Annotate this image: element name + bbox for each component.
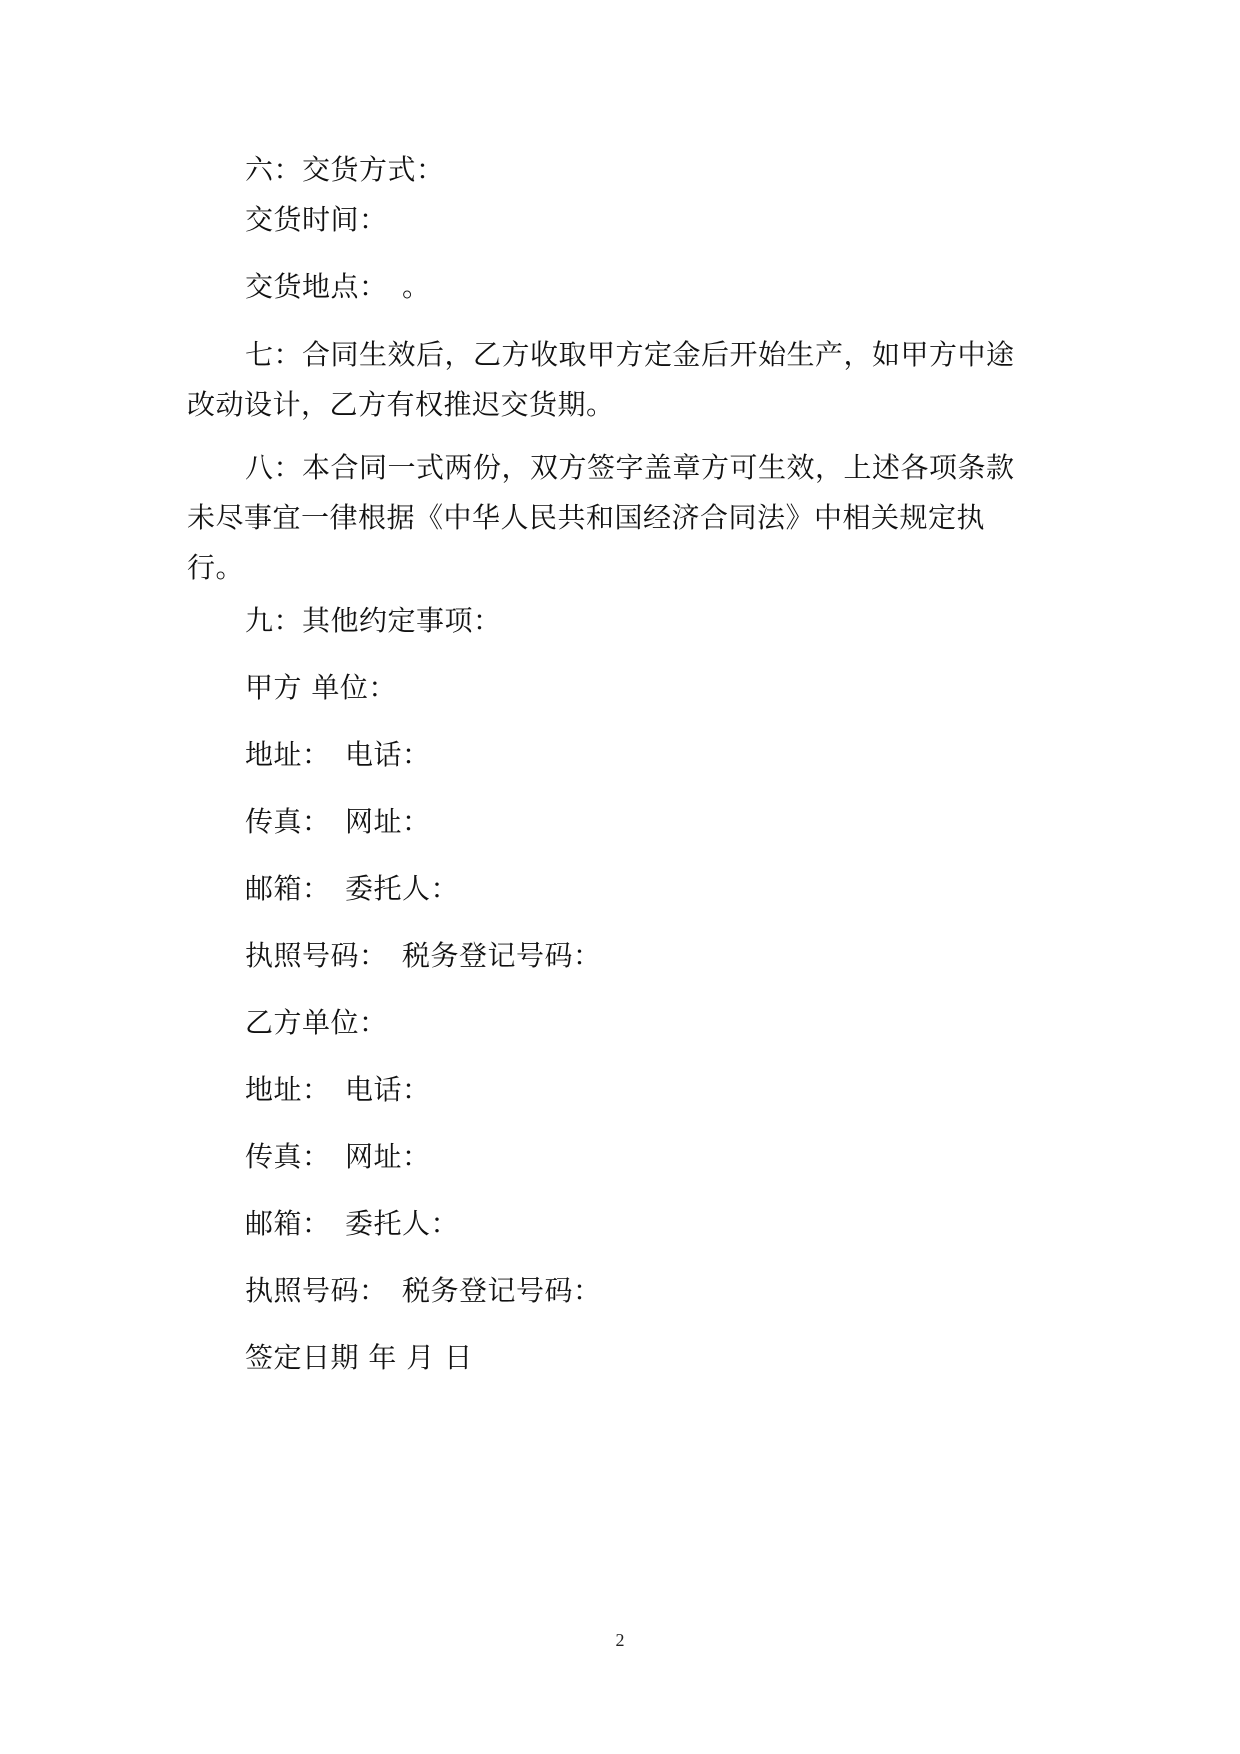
- delivery-time: 交货时间：: [245, 203, 388, 236]
- delivery-place: 交货地点： 。: [245, 270, 431, 303]
- party-a-email-agent: 邮箱： 委托人：: [245, 872, 460, 905]
- clause-7: 七：合同生效后，乙方收取甲方定金后开始生产，如甲方中途改动设计，乙方有权推迟交货期。: [187, 338, 1015, 421]
- party-b-fax-website: 传真： 网址：: [245, 1140, 431, 1173]
- party-a-fax-website: 传真： 网址：: [245, 805, 431, 838]
- clause-8: 八：本合同一式两份，双方签字盖章方可生效，上述各项条款未尽事宜一律根据《中华人民共和国经济合同法》中相关规定执行。: [187, 451, 1015, 584]
- party-a-address-phone: 地址： 电话：: [245, 738, 431, 771]
- party-a-license-tax: 执照号码： 税务登记号码：: [245, 939, 602, 972]
- page-number: 2: [615, 1630, 625, 1650]
- party-b-unit: 乙方单位：: [245, 1006, 388, 1039]
- clause-9: 九：其他约定事项：: [245, 604, 502, 637]
- party-b-address-phone: 地址： 电话：: [245, 1073, 431, 1106]
- party-a-unit: 甲方 单位：: [245, 671, 397, 704]
- signing-date: 签定日期 年 月 日: [245, 1341, 473, 1374]
- party-b-email-agent: 邮箱： 委托人：: [245, 1207, 460, 1240]
- party-b-license-tax: 执照号码： 税务登记号码：: [245, 1274, 602, 1307]
- clause-6-delivery-method: 六：交货方式：: [245, 153, 445, 186]
